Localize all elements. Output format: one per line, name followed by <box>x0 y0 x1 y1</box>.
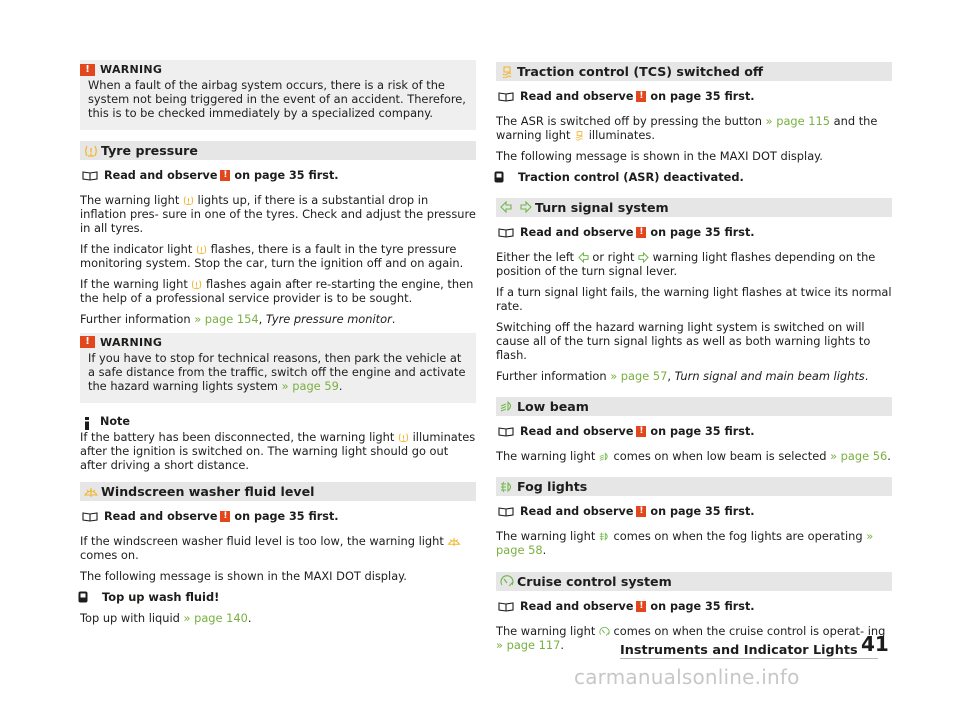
tyre-pressure-icon <box>196 244 207 255</box>
warning-icon: ! <box>80 336 95 348</box>
page-link[interactable]: » page 57 <box>610 368 668 383</box>
section-title: Low beam <box>517 398 589 414</box>
page-link[interactable]: » page 58 <box>496 529 874 558</box>
book-icon <box>498 506 514 517</box>
cruise-control-icon <box>500 575 514 587</box>
right-column <box>496 62 892 658</box>
turn-left-icon <box>578 252 589 263</box>
paragraph: Further information » page 57, Turn signal and main beam lights. <box>496 368 869 383</box>
tyre-pressure-icon <box>183 195 194 206</box>
traction-control-icon <box>574 130 585 141</box>
page-link[interactable]: » page 59 <box>281 378 339 393</box>
display-icon <box>494 171 504 183</box>
left-column <box>80 60 476 631</box>
paragraph: The following message is shown in the MAXI DOT display. <box>80 569 407 584</box>
warning-icon: ! <box>636 227 646 238</box>
warning-icon: ! <box>220 511 230 522</box>
section-title: Fog lights <box>517 479 588 495</box>
read-and-observe: Read and observe ! on page 35 first. <box>80 510 476 523</box>
warning-box-stop <box>80 333 476 403</box>
warning-box-airbag <box>80 60 476 130</box>
paragraph: The warning light comes on when the cruise control is operat- ing » page 117. <box>496 623 886 652</box>
paragraph: The ASR is switched off by pressing the button » page 115 and the warning light illuminates. <box>496 114 878 143</box>
warning-icon: ! <box>636 601 646 612</box>
book-icon <box>498 601 514 612</box>
cruise-control-icon <box>599 626 610 637</box>
section-title: Traction control (TCS) switched off <box>517 64 764 79</box>
section-title: Tyre pressure <box>101 143 198 158</box>
paragraph: Further information » page 154, Tyre pressure monitor. <box>80 311 396 326</box>
warning-title: WARNING <box>100 335 163 349</box>
read-and-observe: Read and observe ! on page 35 first. <box>496 600 892 613</box>
washer-fluid-icon <box>84 486 98 498</box>
tyre-pressure-icon <box>191 279 202 290</box>
read-and-observe: Read and observe ! on page 35 first. <box>496 90 892 103</box>
section-title: Cruise control system <box>517 573 672 589</box>
book-icon <box>498 91 514 102</box>
low-beam-icon <box>599 451 610 462</box>
section-title: Turn signal system <box>535 199 669 215</box>
section-header-tcs <box>496 62 892 81</box>
paragraph: Top up with liquid » page 140. <box>80 610 252 625</box>
note-title: Note <box>100 414 130 428</box>
book-icon <box>82 170 98 181</box>
display-message: Traction control (ASR) deactivated. <box>496 170 892 184</box>
fog-light-icon <box>500 481 514 493</box>
note-text: If the battery has been disconnected, the warning light illuminates after the ignition is switched on. The warning light should go out after driving a short distance. <box>80 429 476 473</box>
paragraph: If a turn signal light fails, the warning light flashes at twice its normal rate. <box>496 284 892 313</box>
warning-icon: ! <box>220 170 230 181</box>
turn-signal-icon <box>500 201 532 213</box>
page-link[interactable]: » page 117 <box>496 637 561 652</box>
warning-icon: ! <box>636 91 646 102</box>
section-header-cruise-control <box>496 572 892 591</box>
warning-title: WARNING <box>100 63 163 76</box>
book-icon <box>82 511 98 522</box>
washer-fluid-icon <box>447 536 461 547</box>
paragraph: The warning light lights up, if there is a substantial drop in inflation pres- sure in one of the tyres. Check and adjust the pressure in all tyres. <box>80 193 476 236</box>
read-and-observe: Read and observe ! on page 35 first. <box>80 169 476 182</box>
warning-icon: ! <box>636 506 646 517</box>
paragraph: Switching off the hazard warning light system is switched on will cause all of the turn signal lights as well as both warning lights to flash. <box>496 319 871 363</box>
warning-header <box>80 63 468 76</box>
paragraph: If the indicator light flashes, there is a fault in the tyre pressure monitoring system. Stop the car, turn the ignition off and on again. <box>80 242 464 271</box>
page-link[interactable]: » page 154 <box>194 311 259 326</box>
section-header-tyre-pressure <box>80 141 476 160</box>
section-header-turn-signal <box>496 198 892 217</box>
page-link[interactable]: » page 115 <box>765 114 831 128</box>
page-link[interactable]: » page 56 <box>830 448 888 463</box>
read-and-observe: Read and observe ! on page 35 first. <box>496 425 892 438</box>
traction-control-icon <box>500 66 514 78</box>
note-header <box>80 415 476 428</box>
watermark: carmanualsonline.info <box>574 665 800 689</box>
paragraph: The following message is shown in the MAXI DOT display. <box>496 148 823 163</box>
warning-icon: ! <box>636 426 646 437</box>
footer-divider <box>620 658 878 659</box>
info-icon <box>82 415 92 428</box>
section-title: Windscreen washer fluid level <box>101 484 315 500</box>
section-header-fog-lights <box>496 477 892 496</box>
section-header-washer-fluid <box>80 482 476 501</box>
paragraph: The warning light comes on when low beam is selected » page 56. <box>496 448 891 463</box>
paragraph: If the windscreen washer fluid level is too low, the warning light comes on. <box>80 534 476 562</box>
paragraph: Either the left or right warning light flashes depending on the position of the turn signal lever. <box>496 249 876 279</box>
tyre-pressure-icon <box>398 432 409 443</box>
page-link[interactable]: » page 140 <box>183 610 248 625</box>
read-and-observe: Read and observe ! on page 35 first. <box>496 226 892 239</box>
low-beam-icon <box>500 400 514 412</box>
footer-title: Instruments and Indicator Lights <box>620 643 858 658</box>
book-icon <box>498 227 514 238</box>
paragraph: The warning light comes on when the fog lights are operating » page 58. <box>496 529 874 558</box>
display-message: Top up wash fluid! <box>80 590 476 604</box>
fog-light-icon <box>599 531 610 542</box>
section-header-low-beam <box>496 397 892 416</box>
warning-text: If you have to stop for technical reasons, then park the vehicle at a safe distance from the traffic, switch off the engine and activate the hazard warning lights system » page 59. <box>88 350 466 393</box>
page-number: 41 <box>861 632 889 656</box>
warning-text: When a fault of the airbag system occurs, there is a risk of the system not being triggered in the event of an accident. Therefore, this is to be checked immediately by a specialized company. <box>88 78 466 120</box>
read-and-observe: Read and observe ! on page 35 first. <box>496 505 892 518</box>
tyre-pressure-icon <box>84 145 98 157</box>
warning-icon: ! <box>80 64 95 76</box>
display-icon <box>78 591 88 603</box>
turn-right-icon <box>638 252 649 263</box>
paragraph: If the warning light flashes again after re-starting the engine, then the help of a professional service provider is to be sought. <box>80 277 474 306</box>
warning-header <box>80 336 468 349</box>
book-icon <box>498 426 514 437</box>
